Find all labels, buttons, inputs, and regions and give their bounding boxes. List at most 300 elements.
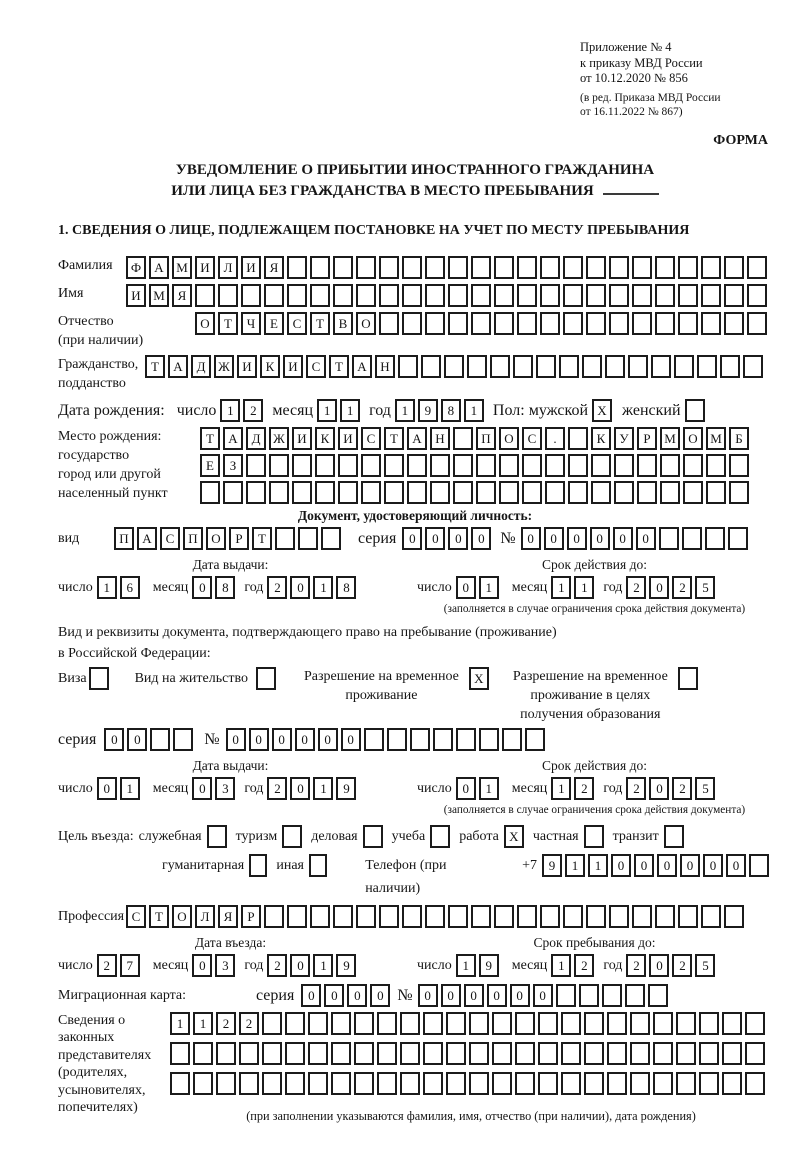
doc-type-boxes[interactable]	[114, 527, 344, 550]
char-cell[interactable]: Д	[191, 355, 211, 378]
char-cell[interactable]: 0	[290, 777, 310, 800]
char-cell[interactable]: 2	[574, 954, 594, 977]
char-cell[interactable]	[561, 1042, 581, 1065]
char-cell[interactable]: 0	[249, 728, 269, 751]
char-cell[interactable]	[563, 905, 583, 928]
representatives-boxes-line1[interactable]	[170, 1012, 768, 1035]
char-cell[interactable]	[264, 284, 284, 307]
char-cell[interactable]: С	[522, 427, 542, 450]
checkbox-tourism[interactable]	[282, 825, 302, 848]
char-cell[interactable]	[586, 256, 606, 279]
checkbox-other[interactable]	[309, 854, 327, 877]
char-cell[interactable]	[173, 728, 193, 751]
char-cell[interactable]: 1	[551, 954, 571, 977]
char-cell[interactable]	[556, 984, 576, 1007]
char-cell[interactable]	[591, 481, 611, 504]
char-cell[interactable]	[471, 256, 491, 279]
char-cell[interactable]	[722, 1012, 742, 1035]
char-cell[interactable]	[676, 1072, 696, 1095]
char-cell[interactable]	[517, 256, 537, 279]
char-cell[interactable]	[292, 454, 312, 477]
char-cell[interactable]	[246, 454, 266, 477]
birth-place-boxes-line2[interactable]	[200, 454, 752, 477]
doc-number-boxes[interactable]	[521, 527, 751, 550]
char-cell[interactable]	[446, 1042, 466, 1065]
char-cell[interactable]: Н	[430, 427, 450, 450]
char-cell[interactable]	[678, 284, 698, 307]
checkbox-male[interactable]: X	[592, 399, 612, 422]
char-cell[interactable]	[361, 454, 381, 477]
checkbox-female[interactable]	[685, 399, 705, 422]
char-cell[interactable]: 0	[290, 954, 310, 977]
char-cell[interactable]: 7	[120, 954, 140, 977]
char-cell[interactable]	[356, 284, 376, 307]
char-cell[interactable]: 5	[695, 954, 715, 977]
char-cell[interactable]	[356, 905, 376, 928]
char-cell[interactable]: 0	[318, 728, 338, 751]
checkbox-official[interactable]	[207, 825, 227, 848]
char-cell[interactable]: О	[195, 312, 215, 335]
doc-issue-day-boxes[interactable]	[97, 576, 143, 599]
representatives-boxes-line2[interactable]	[170, 1042, 768, 1065]
char-cell[interactable]: 0	[370, 984, 390, 1007]
char-cell[interactable]: Р	[229, 527, 249, 550]
char-cell[interactable]	[701, 256, 721, 279]
char-cell[interactable]	[402, 905, 422, 928]
char-cell[interactable]	[430, 481, 450, 504]
char-cell[interactable]	[515, 1072, 535, 1095]
char-cell[interactable]: 9	[336, 954, 356, 977]
char-cell[interactable]: И	[292, 427, 312, 450]
char-cell[interactable]	[407, 481, 427, 504]
birth-place-boxes-line1[interactable]	[200, 427, 752, 450]
char-cell[interactable]	[655, 284, 675, 307]
char-cell[interactable]: Ч	[241, 312, 261, 335]
char-cell[interactable]: 0	[649, 576, 669, 599]
char-cell[interactable]	[747, 312, 767, 335]
char-cell[interactable]	[743, 355, 763, 378]
char-cell[interactable]: 2	[574, 777, 594, 800]
char-cell[interactable]: 1	[97, 576, 117, 599]
char-cell[interactable]	[333, 284, 353, 307]
char-cell[interactable]	[377, 1072, 397, 1095]
char-cell[interactable]	[683, 454, 703, 477]
char-cell[interactable]	[540, 256, 560, 279]
char-cell[interactable]	[724, 905, 744, 928]
char-cell[interactable]	[321, 527, 341, 550]
char-cell[interactable]	[561, 1012, 581, 1035]
char-cell[interactable]	[678, 256, 698, 279]
char-cell[interactable]	[513, 355, 533, 378]
char-cell[interactable]: 0	[611, 854, 631, 877]
char-cell[interactable]: Я	[218, 905, 238, 928]
citizenship-boxes[interactable]	[145, 355, 766, 378]
char-cell[interactable]	[310, 256, 330, 279]
char-cell[interactable]	[421, 355, 441, 378]
char-cell[interactable]	[170, 1042, 190, 1065]
char-cell[interactable]: Ф	[126, 256, 146, 279]
char-cell[interactable]	[724, 284, 744, 307]
char-cell[interactable]	[425, 312, 445, 335]
char-cell[interactable]	[729, 454, 749, 477]
char-cell[interactable]	[354, 1012, 374, 1035]
char-cell[interactable]: П	[476, 427, 496, 450]
char-cell[interactable]: С	[361, 427, 381, 450]
char-cell[interactable]	[377, 1012, 397, 1035]
checkbox-transit[interactable]	[664, 825, 684, 848]
char-cell[interactable]	[223, 481, 243, 504]
char-cell[interactable]	[170, 1072, 190, 1095]
char-cell[interactable]	[563, 284, 583, 307]
char-cell[interactable]	[655, 256, 675, 279]
doc-valid-year-boxes[interactable]	[626, 576, 718, 599]
char-cell[interactable]	[706, 481, 726, 504]
residence-issue-day-boxes[interactable]	[97, 777, 143, 800]
char-cell[interactable]	[308, 1072, 328, 1095]
char-cell[interactable]	[241, 284, 261, 307]
char-cell[interactable]: 1	[565, 854, 585, 877]
char-cell[interactable]	[701, 905, 721, 928]
char-cell[interactable]: 2	[267, 777, 287, 800]
char-cell[interactable]	[522, 454, 542, 477]
char-cell[interactable]	[676, 1012, 696, 1035]
char-cell[interactable]	[536, 355, 556, 378]
char-cell[interactable]: Н	[375, 355, 395, 378]
char-cell[interactable]	[522, 481, 542, 504]
char-cell[interactable]	[632, 256, 652, 279]
char-cell[interactable]	[630, 1072, 650, 1095]
char-cell[interactable]	[476, 481, 496, 504]
char-cell[interactable]	[517, 905, 537, 928]
char-cell[interactable]: 1	[193, 1012, 213, 1035]
residence-valid-year-boxes[interactable]	[626, 777, 718, 800]
char-cell[interactable]: П	[114, 527, 134, 550]
char-cell[interactable]	[287, 284, 307, 307]
char-cell[interactable]: 0	[544, 527, 564, 550]
char-cell[interactable]: Ж	[269, 427, 289, 450]
char-cell[interactable]	[637, 481, 657, 504]
char-cell[interactable]: К	[591, 427, 611, 450]
char-cell[interactable]: Т	[149, 905, 169, 928]
char-cell[interactable]: 0	[192, 954, 212, 977]
entry-year-boxes[interactable]	[267, 954, 359, 977]
char-cell[interactable]	[706, 454, 726, 477]
char-cell[interactable]	[471, 312, 491, 335]
char-cell[interactable]: М	[172, 256, 192, 279]
char-cell[interactable]: 1	[313, 777, 333, 800]
char-cell[interactable]	[356, 256, 376, 279]
char-cell[interactable]	[379, 312, 399, 335]
char-cell[interactable]: 0	[456, 777, 476, 800]
char-cell[interactable]: 2	[243, 399, 263, 422]
char-cell[interactable]	[361, 481, 381, 504]
char-cell[interactable]: Д	[246, 427, 266, 450]
char-cell[interactable]	[476, 454, 496, 477]
char-cell[interactable]	[384, 454, 404, 477]
char-cell[interactable]	[246, 481, 266, 504]
char-cell[interactable]	[315, 481, 335, 504]
checkbox-visa[interactable]	[89, 667, 109, 690]
char-cell[interactable]	[400, 1042, 420, 1065]
checkbox-residence-permit[interactable]	[256, 667, 276, 690]
char-cell[interactable]: Т	[329, 355, 349, 378]
residence-series-boxes[interactable]	[104, 728, 196, 751]
char-cell[interactable]	[745, 1012, 765, 1035]
char-cell[interactable]	[609, 284, 629, 307]
char-cell[interactable]: П	[183, 527, 203, 550]
char-cell[interactable]	[492, 1012, 512, 1035]
char-cell[interactable]: И	[283, 355, 303, 378]
char-cell[interactable]	[494, 284, 514, 307]
char-cell[interactable]	[216, 1042, 236, 1065]
migration-series-boxes[interactable]	[301, 984, 393, 1007]
char-cell[interactable]	[655, 312, 675, 335]
char-cell[interactable]: А	[352, 355, 372, 378]
char-cell[interactable]	[262, 1042, 282, 1065]
residence-valid-day-boxes[interactable]	[456, 777, 502, 800]
char-cell[interactable]: 0	[590, 527, 610, 550]
char-cell[interactable]	[724, 256, 744, 279]
char-cell[interactable]: 1	[313, 576, 333, 599]
char-cell[interactable]: 0	[636, 527, 656, 550]
char-cell[interactable]	[745, 1072, 765, 1095]
char-cell[interactable]	[699, 1042, 719, 1065]
char-cell[interactable]: 0	[533, 984, 553, 1007]
char-cell[interactable]	[423, 1042, 443, 1065]
char-cell[interactable]	[697, 355, 717, 378]
char-cell[interactable]	[425, 256, 445, 279]
char-cell[interactable]: 0	[613, 527, 633, 550]
char-cell[interactable]: О	[356, 312, 376, 335]
char-cell[interactable]	[584, 1072, 604, 1095]
char-cell[interactable]: 3	[215, 954, 235, 977]
char-cell[interactable]	[630, 1012, 650, 1035]
char-cell[interactable]: 2	[239, 1012, 259, 1035]
char-cell[interactable]	[502, 728, 522, 751]
char-cell[interactable]	[398, 355, 418, 378]
char-cell[interactable]: 0	[192, 576, 212, 599]
char-cell[interactable]: 0	[324, 984, 344, 1007]
char-cell[interactable]: Т	[310, 312, 330, 335]
char-cell[interactable]: О	[172, 905, 192, 928]
surname-boxes[interactable]	[126, 256, 770, 279]
char-cell[interactable]	[315, 454, 335, 477]
char-cell[interactable]	[625, 984, 645, 1007]
char-cell[interactable]: С	[306, 355, 326, 378]
char-cell[interactable]: 2	[626, 954, 646, 977]
doc-issue-year-boxes[interactable]	[267, 576, 359, 599]
char-cell[interactable]	[614, 454, 634, 477]
char-cell[interactable]	[659, 527, 679, 550]
char-cell[interactable]	[285, 1072, 305, 1095]
char-cell[interactable]	[469, 1072, 489, 1095]
char-cell[interactable]	[423, 1012, 443, 1035]
char-cell[interactable]	[582, 355, 602, 378]
representatives-boxes-line3[interactable]	[170, 1072, 768, 1095]
char-cell[interactable]	[701, 284, 721, 307]
char-cell[interactable]	[453, 481, 473, 504]
char-cell[interactable]	[538, 1012, 558, 1035]
char-cell[interactable]	[310, 905, 330, 928]
char-cell[interactable]: 2	[626, 777, 646, 800]
phone-boxes[interactable]	[542, 854, 772, 877]
char-cell[interactable]: А	[149, 256, 169, 279]
char-cell[interactable]: 0	[703, 854, 723, 877]
char-cell[interactable]: М	[706, 427, 726, 450]
char-cell[interactable]: 1	[220, 399, 240, 422]
char-cell[interactable]	[515, 1042, 535, 1065]
char-cell[interactable]: 1	[170, 1012, 190, 1035]
char-cell[interactable]	[660, 481, 680, 504]
char-cell[interactable]: Р	[241, 905, 261, 928]
char-cell[interactable]	[609, 905, 629, 928]
char-cell[interactable]	[331, 1012, 351, 1035]
char-cell[interactable]: У	[614, 427, 634, 450]
char-cell[interactable]	[559, 355, 579, 378]
char-cell[interactable]	[402, 312, 422, 335]
char-cell[interactable]: 0	[347, 984, 367, 1007]
checkbox-temp-residence-education[interactable]	[678, 667, 698, 690]
char-cell[interactable]	[492, 1042, 512, 1065]
char-cell[interactable]	[402, 284, 422, 307]
char-cell[interactable]	[400, 1072, 420, 1095]
stay-year-boxes[interactable]	[626, 954, 718, 977]
char-cell[interactable]: 0	[634, 854, 654, 877]
char-cell[interactable]	[747, 256, 767, 279]
char-cell[interactable]	[354, 1042, 374, 1065]
residence-number-boxes[interactable]	[226, 728, 548, 751]
char-cell[interactable]: 9	[479, 954, 499, 977]
char-cell[interactable]: 1	[340, 399, 360, 422]
char-cell[interactable]: 1	[574, 576, 594, 599]
char-cell[interactable]	[561, 1072, 581, 1095]
char-cell[interactable]	[193, 1072, 213, 1095]
char-cell[interactable]	[517, 312, 537, 335]
char-cell[interactable]: 0	[657, 854, 677, 877]
char-cell[interactable]	[705, 527, 725, 550]
char-cell[interactable]	[540, 905, 560, 928]
char-cell[interactable]	[269, 454, 289, 477]
char-cell[interactable]	[653, 1042, 673, 1065]
char-cell[interactable]: 0	[680, 854, 700, 877]
char-cell[interactable]	[699, 1012, 719, 1035]
birth-place-boxes-line3[interactable]	[200, 481, 752, 504]
char-cell[interactable]: В	[333, 312, 353, 335]
char-cell[interactable]	[648, 984, 668, 1007]
char-cell[interactable]	[446, 1012, 466, 1035]
char-cell[interactable]	[517, 284, 537, 307]
char-cell[interactable]: 1	[464, 399, 484, 422]
entry-day-boxes[interactable]	[97, 954, 143, 977]
char-cell[interactable]: Т	[384, 427, 404, 450]
char-cell[interactable]	[467, 355, 487, 378]
char-cell[interactable]	[430, 454, 450, 477]
char-cell[interactable]	[538, 1072, 558, 1095]
checkbox-private[interactable]	[584, 825, 604, 848]
char-cell[interactable]: 0	[510, 984, 530, 1007]
char-cell[interactable]	[216, 1072, 236, 1095]
doc-valid-day-boxes[interactable]	[456, 576, 502, 599]
checkbox-study[interactable]	[430, 825, 450, 848]
char-cell[interactable]	[540, 284, 560, 307]
char-cell[interactable]: 0	[448, 527, 468, 550]
char-cell[interactable]: 1	[120, 777, 140, 800]
checkbox-humanitarian[interactable]	[249, 854, 267, 877]
char-cell[interactable]: 2	[672, 954, 692, 977]
char-cell[interactable]	[379, 256, 399, 279]
char-cell[interactable]	[747, 284, 767, 307]
char-cell[interactable]: 0	[272, 728, 292, 751]
char-cell[interactable]: 1	[551, 576, 571, 599]
char-cell[interactable]	[545, 454, 565, 477]
char-cell[interactable]	[584, 1012, 604, 1035]
char-cell[interactable]	[456, 728, 476, 751]
char-cell[interactable]	[269, 481, 289, 504]
char-cell[interactable]: 2	[267, 954, 287, 977]
char-cell[interactable]	[379, 284, 399, 307]
char-cell[interactable]: 0	[301, 984, 321, 1007]
char-cell[interactable]	[448, 905, 468, 928]
char-cell[interactable]	[525, 728, 545, 751]
char-cell[interactable]: А	[168, 355, 188, 378]
stay-day-boxes[interactable]	[456, 954, 502, 977]
char-cell[interactable]: А	[223, 427, 243, 450]
char-cell[interactable]: К	[315, 427, 335, 450]
char-cell[interactable]	[471, 284, 491, 307]
char-cell[interactable]: И	[237, 355, 257, 378]
char-cell[interactable]: 1	[551, 777, 571, 800]
char-cell[interactable]	[338, 481, 358, 504]
char-cell[interactable]: .	[545, 427, 565, 450]
char-cell[interactable]	[683, 481, 703, 504]
char-cell[interactable]: С	[287, 312, 307, 335]
char-cell[interactable]	[333, 905, 353, 928]
char-cell[interactable]	[720, 355, 740, 378]
char-cell[interactable]	[494, 905, 514, 928]
name-boxes[interactable]	[126, 284, 770, 307]
char-cell[interactable]: О	[683, 427, 703, 450]
char-cell[interactable]: 0	[726, 854, 746, 877]
char-cell[interactable]	[308, 1012, 328, 1035]
char-cell[interactable]: 9	[418, 399, 438, 422]
char-cell[interactable]	[453, 454, 473, 477]
residence-valid-month-boxes[interactable]	[551, 777, 597, 800]
char-cell[interactable]	[410, 728, 430, 751]
char-cell[interactable]: С	[160, 527, 180, 550]
char-cell[interactable]	[354, 1072, 374, 1095]
char-cell[interactable]	[287, 256, 307, 279]
char-cell[interactable]	[563, 312, 583, 335]
char-cell[interactable]	[586, 905, 606, 928]
char-cell[interactable]: 9	[542, 854, 562, 877]
checkbox-work[interactable]: X	[504, 825, 524, 848]
char-cell[interactable]: 1	[395, 399, 415, 422]
char-cell[interactable]	[568, 427, 588, 450]
char-cell[interactable]: 5	[695, 576, 715, 599]
char-cell[interactable]	[728, 527, 748, 550]
char-cell[interactable]	[630, 1042, 650, 1065]
char-cell[interactable]	[379, 905, 399, 928]
birth-year-boxes[interactable]	[395, 399, 487, 422]
char-cell[interactable]: 0	[487, 984, 507, 1007]
char-cell[interactable]: 0	[341, 728, 361, 751]
char-cell[interactable]	[285, 1042, 305, 1065]
residence-issue-year-boxes[interactable]	[267, 777, 359, 800]
char-cell[interactable]	[499, 481, 519, 504]
char-cell[interactable]: С	[126, 905, 146, 928]
char-cell[interactable]	[637, 454, 657, 477]
char-cell[interactable]	[628, 355, 648, 378]
